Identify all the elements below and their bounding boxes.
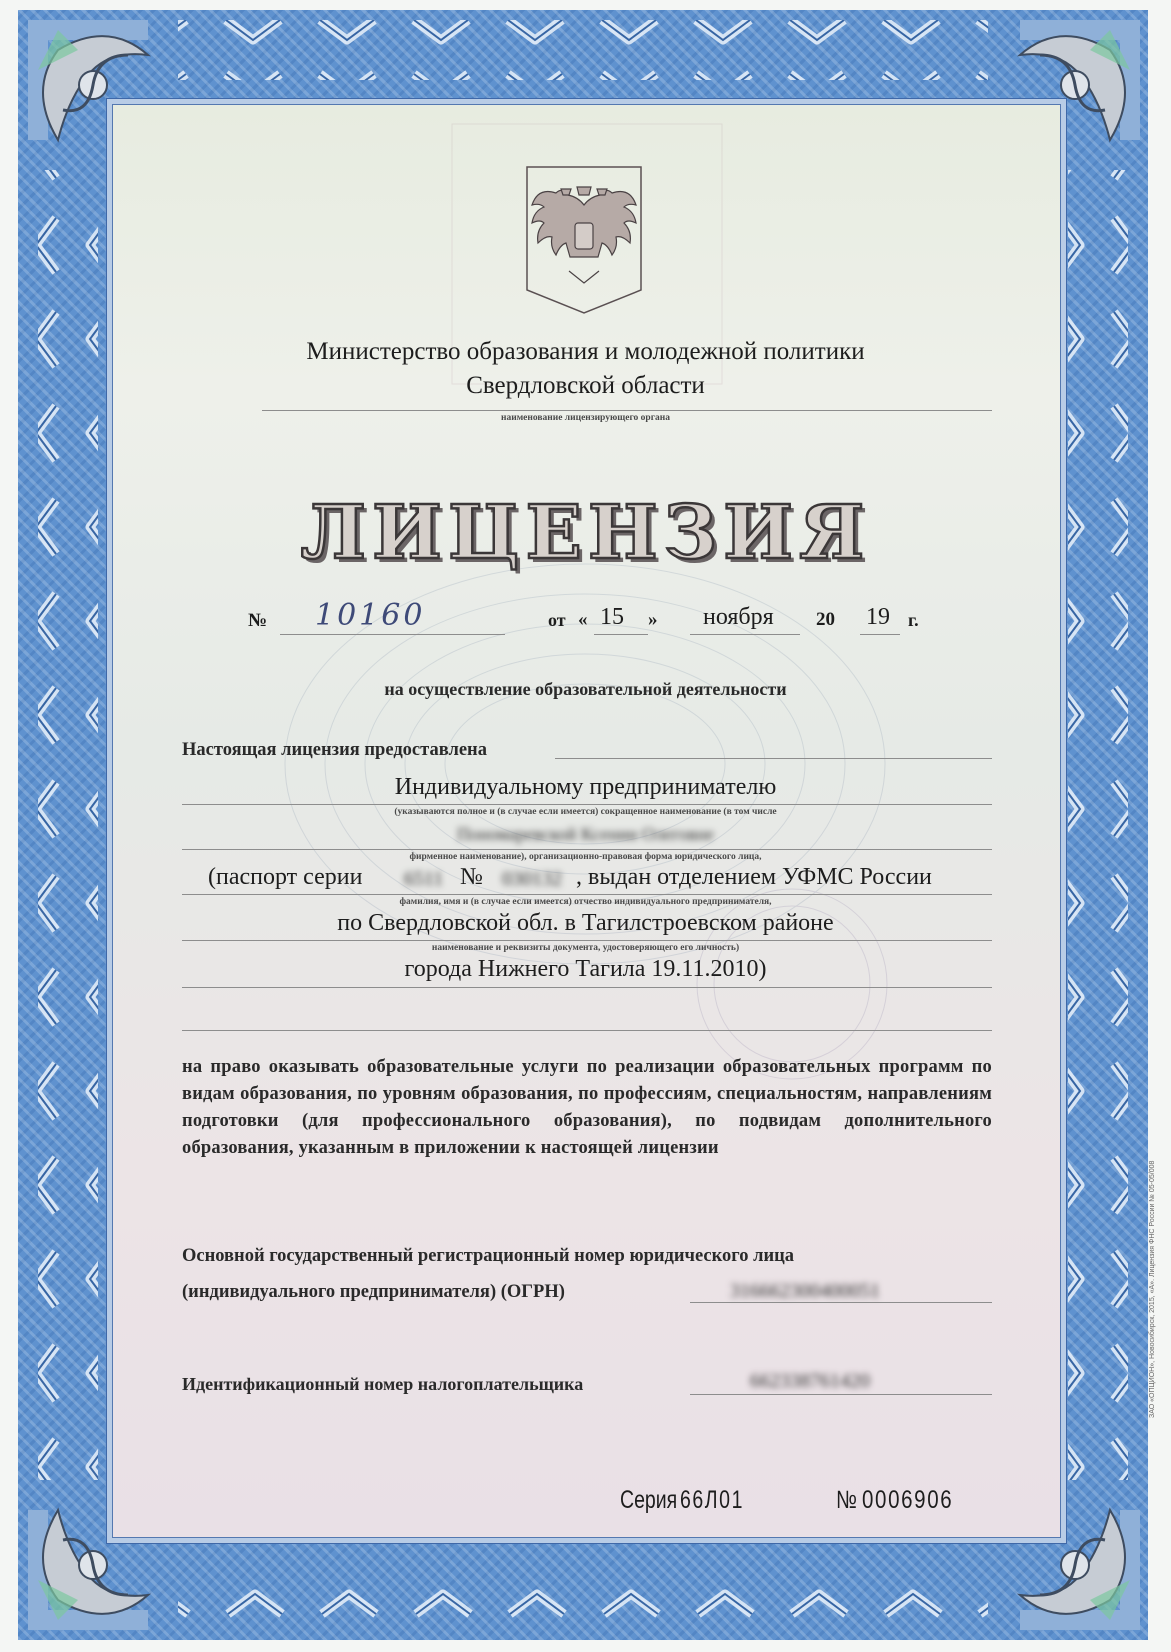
form-number-label: №: [836, 1486, 857, 1514]
ogrn-label-line2: (индивидуального предпринимателя) (ОГРН): [182, 1282, 565, 1302]
inn-value-redacted: 662338761420: [750, 1370, 870, 1392]
grantee-line4-underline: [182, 987, 992, 988]
issuer-underline: [262, 410, 992, 411]
date-year-underline: [860, 634, 900, 635]
rights-text: на право оказывать образовательные услуги по реализации образовательных программ по видам образования, по уровням образования, по профессиям, специальностям, направлениям подготовки (для профессионального образования), по подвидам дополнительного образования, указанным в приложении к настоящей лицензии: [182, 1057, 992, 1158]
guilloche-watermark: [112, 104, 1059, 1536]
grantee-name-underline: [182, 849, 992, 850]
issuer-name-line1: Министерство образования и молодежной политики: [306, 338, 865, 365]
date-from-label: от: [548, 610, 566, 630]
date-open-quote: «: [578, 609, 588, 630]
grantee-blank-underline: [182, 1030, 992, 1031]
document-title: ЛИЦЕНЗИЯ: [300, 490, 871, 576]
passport-prefix: (паспорт серии: [208, 864, 363, 890]
inn-label: Идентификационный номер налогоплательщика: [182, 1374, 584, 1394]
printer-side-note-text: ЗАО «ОПЦИОН», Новосибирск, 2015, «А». Лицензия ФНС России № 05-05/008: [1149, 1160, 1156, 1418]
grantee-intro-underline: [555, 758, 992, 759]
grantee-line3: по Свердловской обл. в Тагилстроевском районе: [337, 910, 834, 936]
date-close-quote: »: [648, 609, 658, 630]
date-year-suffix: 19: [866, 604, 890, 630]
date-day: 15: [600, 604, 624, 630]
passport-underline: [182, 894, 992, 895]
license-number-value: 10160: [315, 598, 426, 633]
date-month: ноября: [703, 604, 774, 630]
series-label: Серия: [620, 1486, 678, 1514]
passport-suffix: , выдан отделением УФМС России: [576, 864, 932, 890]
date-month-underline: [690, 634, 800, 635]
grantee-caption4: наименование и реквизиты документа, удостоверяющего его личность): [431, 943, 740, 953]
ogrn-label-line1: Основной государственный регистрационный номер юридического лица: [182, 1246, 795, 1266]
date-year-label: г.: [908, 610, 919, 630]
corner-ornament-bottom-right-icon: [1000, 1490, 1150, 1640]
ogrn-value-redacted: 316662300400051: [730, 1280, 880, 1302]
grantee-line4: города Нижнего Тагила 19.11.2010): [404, 956, 767, 982]
license-purpose: на осуществление образовательной деятельности: [384, 679, 787, 699]
corner-ornament-top-right-icon: [1000, 10, 1150, 160]
passport-series-redacted: 6511: [404, 868, 444, 890]
grantee-caption2: фирменное наименование), организационно-правовая форма юридического лица,: [409, 852, 762, 862]
corner-ornament-top-left-icon: [18, 10, 168, 160]
license-number-underline: [280, 634, 505, 635]
grantee-line1-underline: [182, 804, 992, 805]
grantee-caption3: фамилия, имя и (в случае если имеется) отчество индивидуального предпринимателя,: [399, 897, 772, 907]
series-value: 66Л01: [680, 1486, 744, 1514]
issuer-name-line2: Свердловской области: [466, 372, 705, 399]
grantee-line1: Индивидуальному предпринимателю: [394, 774, 777, 800]
ogrn-underline: [690, 1302, 992, 1303]
grantee-line3-underline: [182, 940, 992, 941]
issuer-caption: наименование лицензирующего органа: [501, 413, 670, 423]
corner-ornament-bottom-left-icon: [18, 1490, 168, 1640]
russian-double-headed-eagle-icon: [525, 165, 643, 315]
printer-side-note: [1147, 1140, 1161, 1420]
license-number-label: №: [248, 610, 268, 631]
form-number-value: 0006906: [862, 1486, 954, 1514]
grantee-caption1: (указываются полное и (в случае если имеется) сокращенное наименование (в том числе: [394, 807, 777, 817]
passport-number-redacted: 030132: [502, 868, 562, 890]
date-year-prefix: 20: [816, 609, 835, 630]
date-day-underline: [594, 634, 648, 635]
grantee-intro: Настоящая лицензия предоставлена: [182, 740, 487, 760]
grantee-name-redacted: Пономаревской Ксении Олеговне: [456, 824, 715, 844]
inn-underline: [690, 1394, 992, 1395]
passport-number-label: №: [460, 864, 483, 890]
